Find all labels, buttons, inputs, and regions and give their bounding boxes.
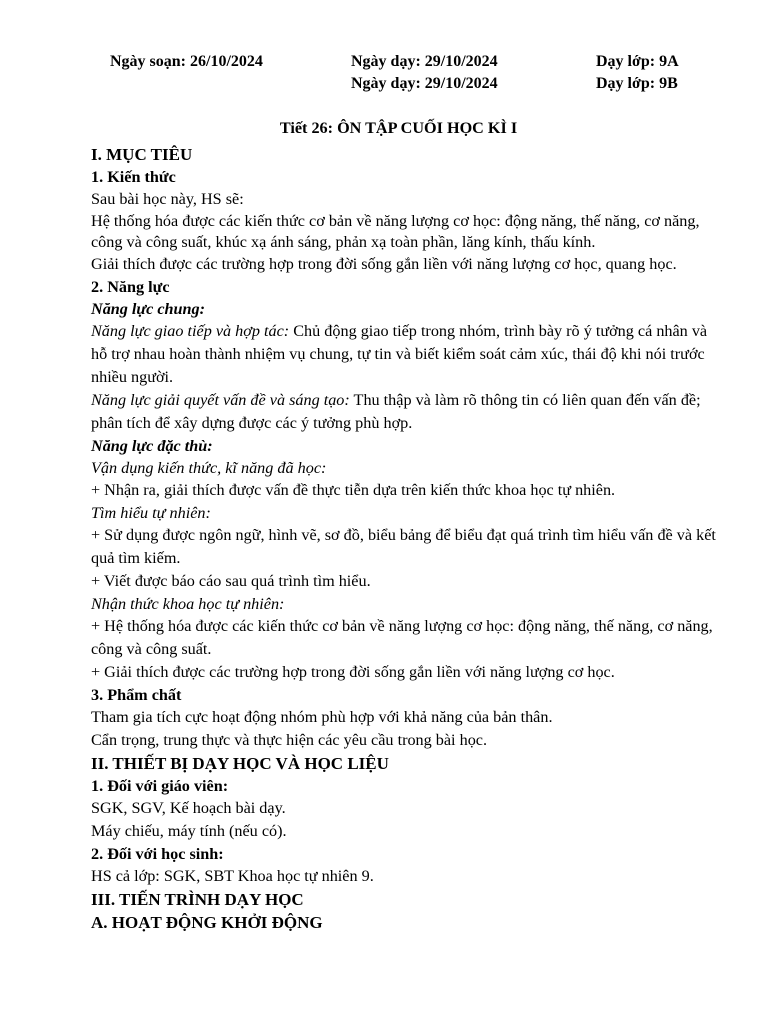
teach-date: Ngày dạy: 29/10/2024	[351, 53, 498, 70]
list-item: + Hệ thống hóa được các kiến thức cơ bản về năng lượng cơ học: động năng, thế năng, cơ năng, công và công suất.	[91, 617, 713, 658]
section-heading: A. HOẠT ĐỘNG KHỞI ĐỘNG	[91, 913, 323, 932]
paragraph	[91, 389, 716, 435]
section-heading: II. THIẾT BỊ DẠY HỌC VÀ HỌC LIỆU	[91, 754, 389, 773]
italic-heading: Nhận thức khoa học tự nhiên:	[91, 595, 285, 613]
italic-heading: Năng lực đặc thù:	[91, 437, 213, 455]
teach-date: Ngày dạy: 29/10/2024	[351, 75, 498, 92]
paragraph: Sau bài học này, HS sẽ:	[91, 190, 244, 208]
subsection-heading: 3. Phẩm chất	[91, 686, 182, 704]
subsection-heading: 2. Đối với học sinh:	[91, 845, 224, 863]
lesson-body	[91, 117, 716, 934]
paragraph: HS cả lớp: SGK, SBT Khoa học tự nhiên 9.	[91, 867, 374, 885]
paragraph: SGK, SGV, Kế hoạch bài dạy.	[91, 799, 286, 817]
paragraph: Cẩn trọng, trung thực và thực hiện các yêu cầu trong bài học.	[91, 731, 488, 749]
italic-heading: Năng lực chung:	[91, 300, 206, 318]
paragraph: Máy chiếu, máy tính (nếu có).	[91, 822, 287, 840]
paragraph: Giải thích được các trường hợp trong đời sống gắn liền với năng lượng cơ học, quang học.	[91, 255, 677, 273]
list-item: + Sử dụng được ngôn ngữ, hình vẽ, sơ đồ, biểu bảng để biểu đạt quá trình tìm hiểu vấn đề và kết quả tìm kiếm.	[91, 526, 716, 567]
paragraph: Hệ thống hóa được các kiến thức cơ bản về năng lượng cơ học: động năng, thế năng, cơ năng, công và công suất, khúc xạ ánh sáng, phản xạ toàn phần, lăng kính, thấu kính.	[91, 212, 700, 251]
paragraph	[91, 320, 716, 389]
competence-label: Năng lực giao tiếp và hợp tác:	[91, 322, 290, 340]
competence-text: Thu thập và làm rõ thông tin có liên quan đến vấn đề; phân tích để xây dựng được các ý tưởng phù hợp.	[91, 391, 701, 432]
class-label: Dạy lớp: 9A	[596, 53, 679, 70]
section-heading: III. TIẾN TRÌNH DẠY HỌC	[91, 890, 304, 909]
paragraph: Tham gia tích cực hoạt động nhóm phù hợp với khả năng của bản thân.	[91, 708, 553, 726]
subsection-heading: 2. Năng lực	[91, 278, 170, 296]
list-item: + Viết được báo cáo sau quá trình tìm hiểu.	[91, 572, 371, 590]
competence-text: Chủ động giao tiếp trong nhóm, trình bày rõ ý tưởng cá nhân và hỗ trợ nhau hoàn thành nhiệm vụ chung, tự tin và biết kiểm soát cảm xúc, thái độ khi nói trước nhiều người.	[91, 322, 708, 386]
list-item: + Giải thích được các trường hợp trong đời sống gắn liền với năng lượng cơ học.	[91, 663, 615, 681]
class-label: Dạy lớp: 9B	[596, 75, 678, 92]
subsection-heading: 1. Đối với giáo viên:	[91, 777, 229, 795]
subsection-heading: 1. Kiến thức	[91, 168, 176, 186]
list-item: + Nhận ra, giải thích được vấn đề thực tiễn dựa trên kiến thức khoa học tự nhiên.	[91, 481, 616, 499]
competence-label: Năng lực giải quyết vấn đề và sáng tạo:	[91, 391, 350, 409]
prep-date: Ngày soạn: 26/10/2024	[110, 53, 263, 70]
section-heading: I. MỤC TIÊU	[91, 145, 193, 164]
italic-heading: Vận dụng kiến thức, kĩ năng đã học:	[91, 459, 327, 477]
italic-heading: Tìm hiểu tự nhiên:	[91, 504, 211, 522]
lesson-title: Tiết 26: ÔN TẬP CUỐI HỌC KÌ I	[279, 119, 518, 137]
